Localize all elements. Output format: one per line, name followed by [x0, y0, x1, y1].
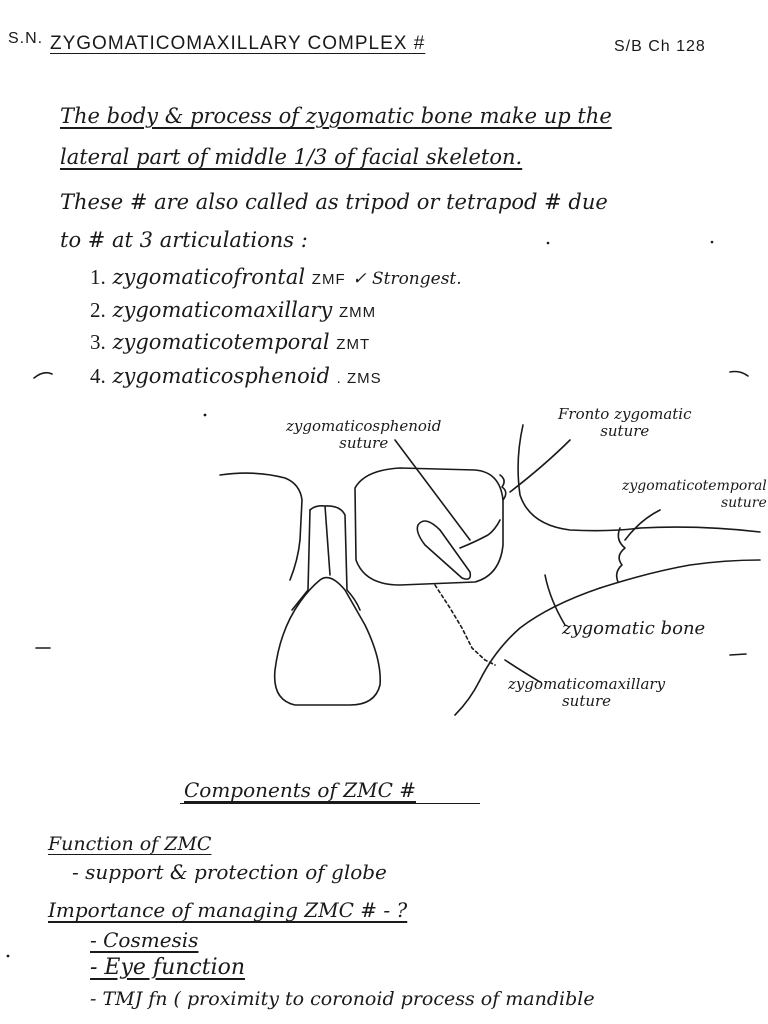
- label-frontozygomatic-suture: Fronto zygomatic suture: [558, 405, 692, 440]
- label-zygomaticosphenoid-suture: zygomaticosphenoid suture: [286, 417, 442, 452]
- item-name: zygomaticosphenoid: [112, 364, 330, 388]
- label-zygomaticotemporal-suture: zygomaticotemporal suture: [622, 478, 767, 511]
- importance-item: - TMJ fn ( proximity to coronoid process of mandible: [90, 988, 595, 1010]
- label-zygomatic-bone: zygomatic bone: [562, 618, 706, 639]
- item-number: 2.: [90, 298, 106, 322]
- importance-item: - Eye function: [90, 955, 246, 980]
- dot-mark: [204, 414, 207, 417]
- nasal-bone-left: [310, 506, 330, 575]
- item-note: ✓ Strongest.: [352, 269, 462, 289]
- leader-sphenoid: [395, 440, 470, 540]
- margin-mark: [730, 654, 746, 655]
- item-abbreviation: ZMF: [311, 271, 346, 288]
- item-number: 3.: [90, 330, 106, 354]
- margin-mark: [730, 372, 748, 377]
- intro-line-1: The body & process of zygomatic bone make up the: [60, 104, 612, 128]
- function-item: - support & protection of globe: [72, 860, 387, 884]
- item-number: 1.: [90, 265, 106, 289]
- dot-mark: [547, 242, 550, 245]
- leader-temporal: [625, 510, 660, 540]
- intro-line-3: These # are also called as tripod or tetrapod # due: [60, 190, 608, 214]
- temporal-arch-lower: [600, 560, 760, 588]
- item-abbreviation: ZMM: [338, 304, 377, 321]
- serial-prefix: S.N.: [8, 30, 44, 47]
- nasal-aperture: [275, 578, 381, 705]
- item-name: zygomaticofrontal: [112, 265, 306, 289]
- item-abbreviation: ZMT: [336, 336, 371, 353]
- importance-heading: Importance of managing ZMC # - ?: [48, 898, 408, 922]
- dot-mark: [7, 955, 10, 958]
- intro-line-2: lateral part of middle 1/3 of facial skeleton.: [60, 145, 523, 169]
- frontal-outline: [220, 473, 302, 580]
- margin-mark: [34, 373, 52, 378]
- item-abbreviation: . ZMS: [336, 370, 382, 387]
- reference-note: S/B Ch 128: [614, 38, 706, 55]
- item-name: zygomaticomaxillary: [112, 298, 333, 322]
- importance-item: - Cosmesis: [90, 928, 199, 952]
- temporal-arch-upper: [640, 527, 760, 532]
- item-name: zygomaticotemporal: [112, 330, 330, 354]
- function-heading: Function of ZMC: [48, 833, 212, 855]
- zmm-suture-line: [435, 585, 495, 665]
- dot-mark: [711, 241, 714, 244]
- label-zygomaticomaxillary-suture: zygomaticomaxillary suture: [508, 675, 666, 710]
- intro-line-4: to # at 3 articulations :: [60, 228, 308, 252]
- page-title: ZYGOMATICOMAXILLARY COMPLEX #: [50, 33, 426, 54]
- heading-rule: [180, 803, 480, 804]
- item-number: 4.: [90, 364, 106, 388]
- zmt-suture-line: [617, 528, 625, 582]
- components-heading: Components of ZMC #: [184, 778, 417, 802]
